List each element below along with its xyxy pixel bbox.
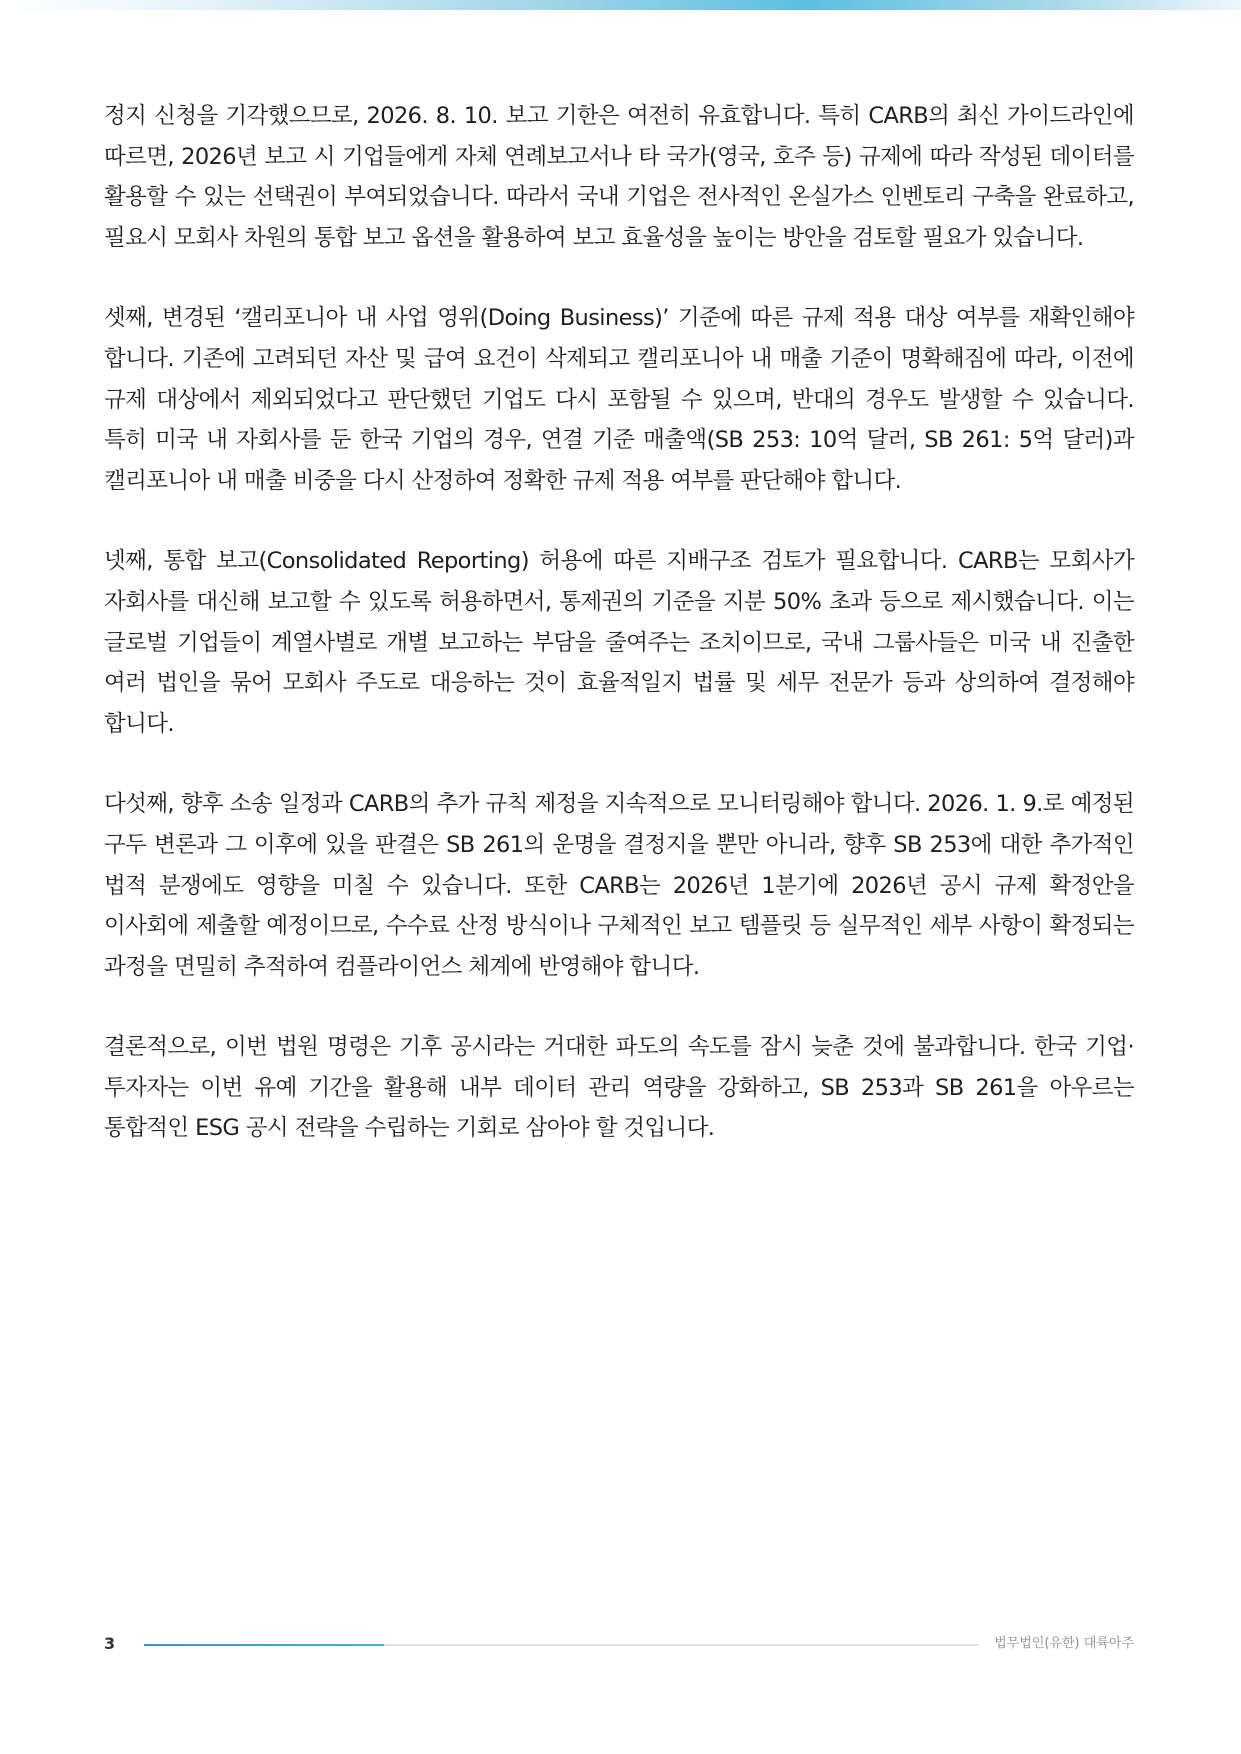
page-footer [104,1632,1134,1656]
top-accent-bar [0,0,1241,10]
page-number: 3 [104,1634,116,1653]
footer-divider [144,1644,979,1646]
firm-name: 법무법인(유한) 대륙아주 [994,1636,1134,1651]
document-body [104,96,1134,1189]
paragraph-third-point: 셋째, 변경된 ‘캘리포니아 내 사업 영위(Doing Business)’ 기준에 따른 규제 적용 대상 여부를 재확인해야 합니다. 기존에 고려되던 자산 및 급여 요건이 삭제되고 캘리포니아 내 매출 기준이 명확해짐에 따라, 이전에 규제 대상에서 제외되었다고 판단했던 기업도 다시 포함될 수 있으며, 반대의 경우도 발생할 수 있습니다. 특히 미국 내 자회사를 둔 한국 기업의 경우, 연결 기준 매출액(SB 253: 10억 달러, SB 261: 5억 달러)과 캘리포니아 내 매출 비중을 다시 산정하여 정확한 규제 적용 여부를 판단해야 합니다. [104,305,1134,494]
paragraph-fifth-point: 다섯째, 향후 소송 일정과 CARB의 추가 규칙 제정을 지속적으로 모니터링해야 합니다. 2026. 1. 9.로 예정된 구두 변론과 그 이후에 있을 판결은 SB 261의 운명을 결정지을 뿐만 아니라, 향후 SB 253에 대한 추가적인 법적 분쟁에도 영향을 미칠 수 있습니다. 또한 CARB는 2026년 1분기에 2026년 공시 규제 확정안을 이사회에 제출할 예정이므로, 수수료 산정 방식이나 구체적인 보고 템플릿 등 실무적인 세부 사항이 확정되는 과정을 면밀히 추적하여 컴플라이언스 체계에 반영해야 합니다. [104,791,1134,980]
paragraph-fourth-point: 넷째, 통합 보고(Consolidated Reporting) 허용에 따른 지배구조 검토가 필요합니다. CARB는 모회사가 자회사를 대신해 보고할 수 있도록 허용하면서, 통제권의 기준을 지분 50% 초과 등으로 제시했습니다. 이는 글로벌 기업들이 계열사별로 개별 보고하는 부담을 줄여주는 조치이므로, 국내 그룹사들은 미국 내 진출한 여러 법인을 묶어 모회사 주도로 대응하는 것이 효율적일지 법률 및 세무 전문가 등과 상의하여 결정해야 합니다. [104,548,1134,737]
paragraph-conclusion: 결론적으로, 이번 법원 명령은 기후 공시라는 거대한 파도의 속도를 잠시 늦춘 것에 불과합니다. 한국 기업·투자자는 이번 유예 기간을 활용해 내부 데이터 관리 역량을 강화하고, SB 253과 SB 261을 아우르는 통합적인 ESG 공시 전략을 수립하는 기회로 삼아야 할 것입니다. [104,1034,1134,1142]
footer-divider-accent [144,1644,384,1646]
paragraph-continuation: 정지 신청을 기각했으므로, 2026. 8. 10. 보고 기한은 여전히 유효합니다. 특히 CARB의 최신 가이드라인에 따르면, 2026년 보고 시 기업들에게 자체 연례보고서나 타 국가(영국, 호주 등) 규제에 따라 작성된 데이터를 활용할 수 있는 선택권이 부여되었습니다. 따라서 국내 기업은 전사적인 온실가스 인벤토리 구축을 완료하고, 필요시 모회사 차원의 통합 보고 옵션을 활용하여 보고 효율성을 높이는 방안을 검토할 필요가 있습니다. [104,103,1134,251]
